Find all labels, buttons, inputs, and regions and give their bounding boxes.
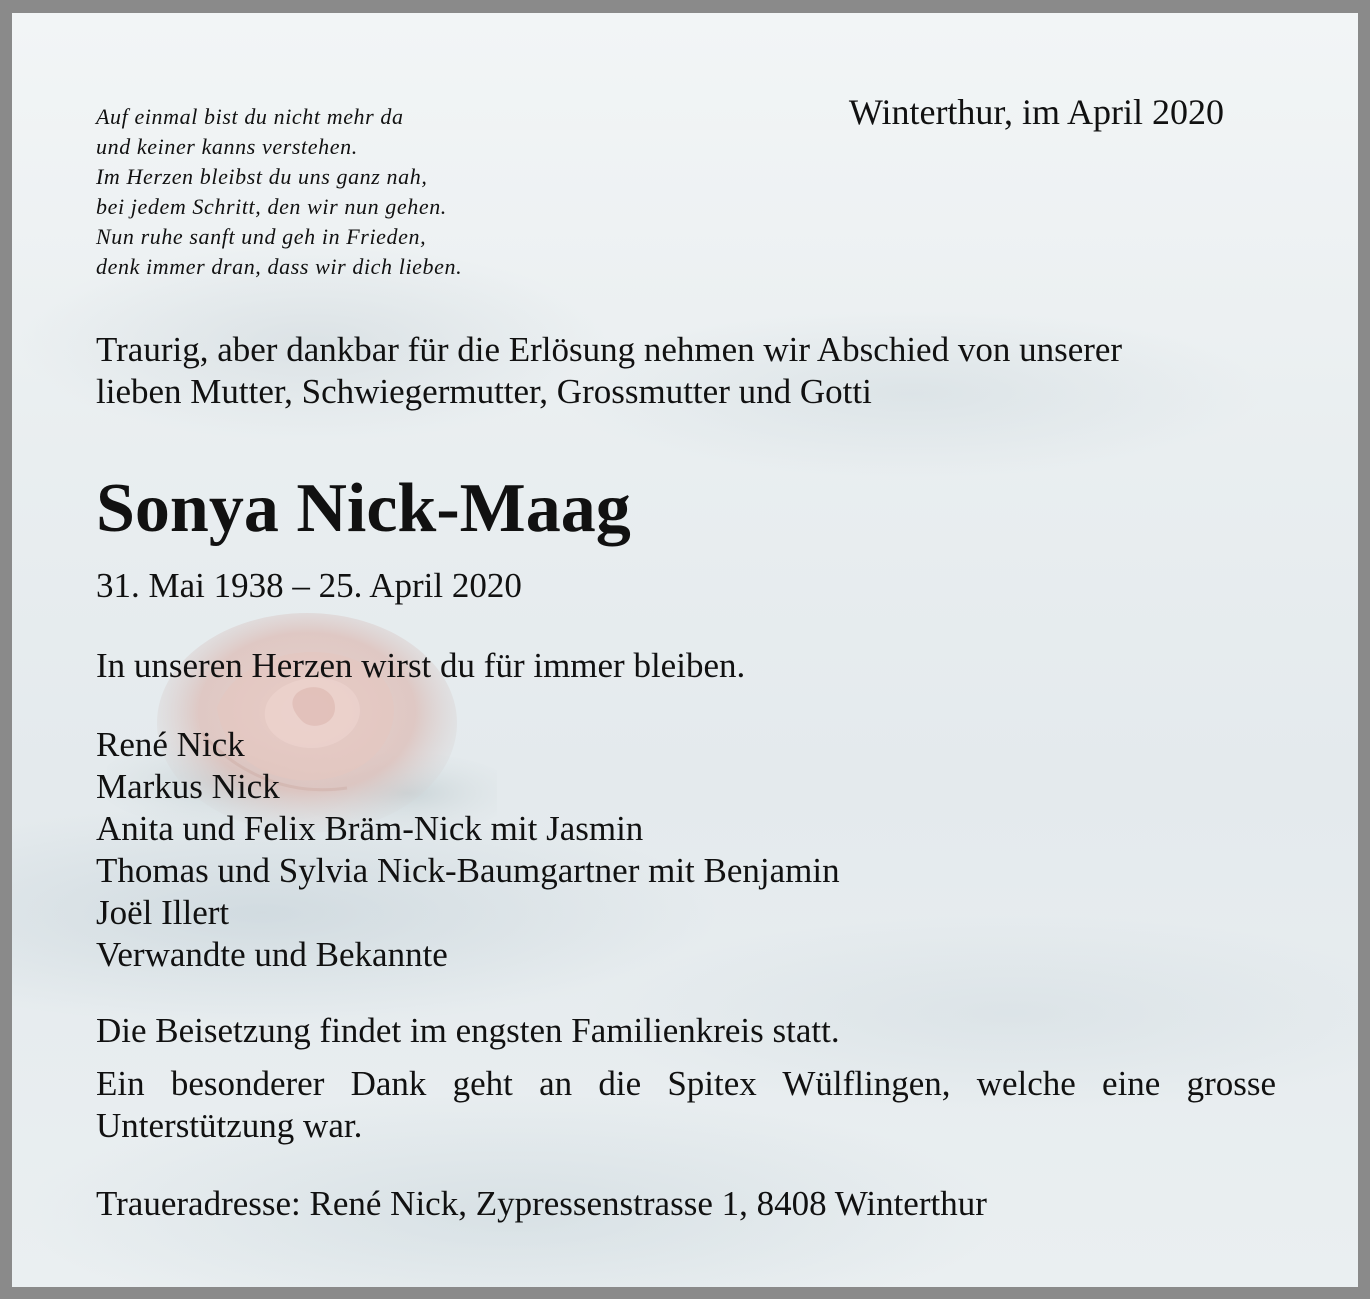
place-date: Winterthur, im April 2020 bbox=[848, 92, 1224, 132]
poem-line: Nun ruhe sanft und geh in Frieden, bbox=[96, 224, 427, 249]
mourner: René Nick bbox=[96, 725, 245, 764]
mourner: Markus Nick bbox=[96, 767, 280, 806]
mourning-address: Traueradresse: René Nick, Zypressenstrasse 1, 8408 Winterthur bbox=[96, 1184, 987, 1223]
deceased-name: Sonya Nick-Maag bbox=[96, 470, 631, 547]
mourner: Joël Illert bbox=[96, 893, 230, 932]
notice-text bbox=[96, 13, 1276, 1287]
poem-line: Auf einmal bist du nicht mehr da bbox=[96, 104, 404, 129]
intro-line: lieben Mutter, Schwiegermutter, Grossmutter und Gotti bbox=[96, 372, 872, 411]
thanks-note bbox=[96, 1063, 1276, 1147]
poem-line: und keiner kanns verstehen. bbox=[96, 134, 358, 159]
memorial-poem bbox=[96, 102, 462, 282]
mourner: Thomas und Sylvia Nick-Baumgartner mit Benjamin bbox=[96, 851, 840, 890]
mourner: Verwandte und Bekannte bbox=[96, 935, 448, 974]
thanks-line: Unterstützung war. bbox=[96, 1106, 363, 1145]
poem-line: Im Herzen bleibst du uns ganz nah, bbox=[96, 164, 428, 189]
intro-text bbox=[96, 329, 1276, 413]
mourners-list bbox=[96, 724, 840, 976]
tagline: In unseren Herzen wirst du für immer bleiben. bbox=[96, 646, 746, 685]
thanks-line: Ein besonderer Dank geht an die Spitex Wülflingen, welche eine grosse bbox=[96, 1064, 1276, 1103]
obituary-notice bbox=[12, 13, 1358, 1287]
intro-line: Traurig, aber dankbar für die Erlösung nehmen wir Abschied von unserer bbox=[96, 330, 1123, 369]
poem-line: bei jedem Schritt, den wir nun gehen. bbox=[96, 194, 447, 219]
mourner: Anita und Felix Bräm-Nick mit Jasmin bbox=[96, 809, 644, 848]
life-dates: 31. Mai 1938 – 25. April 2020 bbox=[96, 566, 522, 605]
poem-line: denk immer dran, dass wir dich lieben. bbox=[96, 254, 463, 279]
burial-note: Die Beisetzung findet im engsten Familienkreis statt. bbox=[96, 1011, 840, 1050]
